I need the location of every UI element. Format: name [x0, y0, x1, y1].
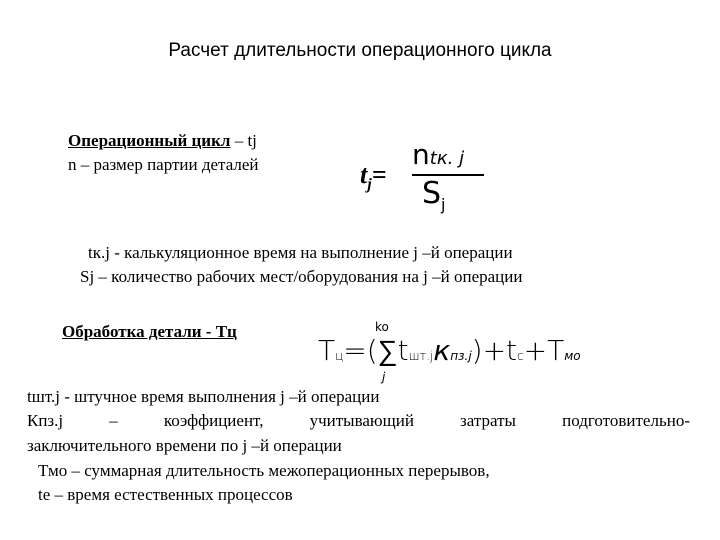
workplaces-definition: Sj – количество рабочих мест/оборудования на j –й операции [80, 267, 523, 286]
operational-cycle-symbol: – tj [230, 131, 257, 150]
formula-expression: T ц =( ∑ t шт.j к пз.j )+ t с + T мо [318, 334, 581, 367]
processing-time-formula [318, 320, 581, 384]
part-processing-term: Обработка детали - Тц [62, 322, 237, 341]
formula-lhs: $t_j=$ [360, 160, 387, 194]
piece-time-definition: tшт.j - штучное время выполнения j –й операции [27, 387, 380, 406]
slide-title: Расчет длительности операционного цикла [168, 40, 552, 61]
sum-lower-limit: j [382, 370, 386, 384]
coefficient-definition: Кпз.j – коэффициент, учитывающий затраты подготовительно- [27, 411, 690, 430]
operational-cycle-definition [68, 131, 257, 151]
formula-numerator: ntк. j [412, 138, 465, 171]
sum-sign: ∑ [377, 334, 398, 367]
sum-upper-limit: ko [375, 320, 389, 334]
coefficient-definition-continued: заключительного времени по j –й операции [27, 436, 342, 455]
batch-size-definition: n – размер партии деталей [68, 155, 259, 174]
natural-processes-definition: tе – время естественных процессов [38, 485, 293, 504]
operational-cycle-term: Операционный цикл [68, 131, 231, 150]
calc-time-definition: tк.j - калькуляционное время на выполнение j –й операции [88, 243, 513, 262]
operation-time-formula [360, 138, 490, 218]
formula-denominator: $S_j$ [422, 176, 446, 214]
interoperation-breaks-definition: Тмо – суммарная длительность межоперационных перерывов, [38, 461, 490, 480]
